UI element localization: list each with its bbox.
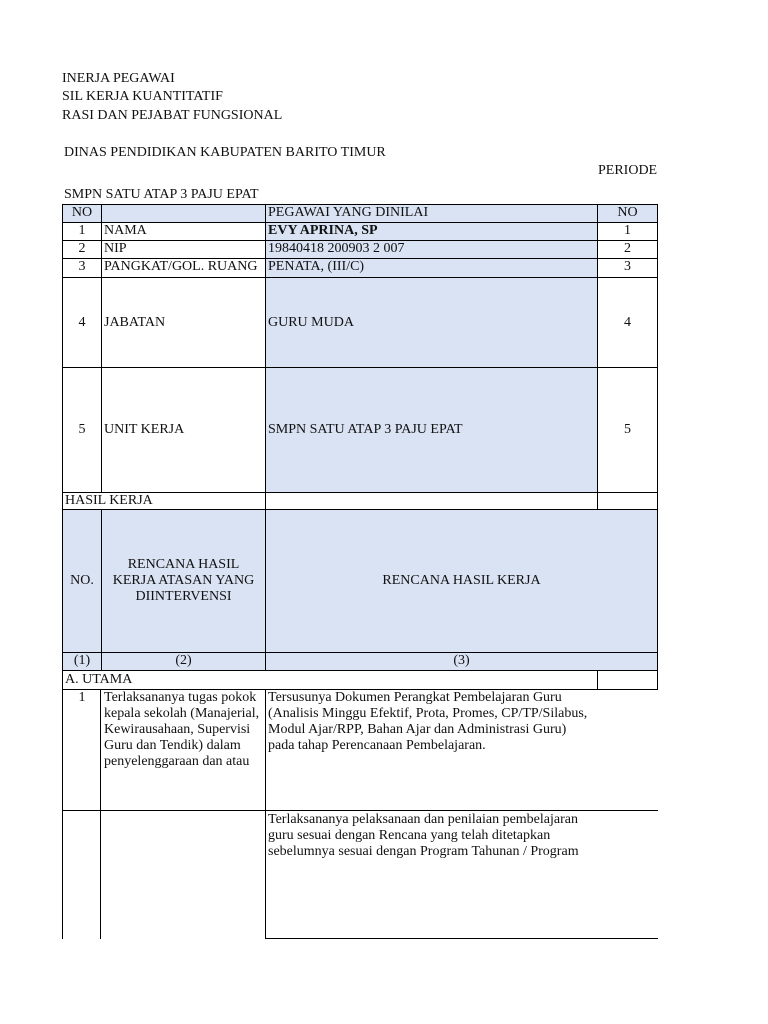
employee-unit: SMPN SATU ATAP 3 PAJU EPAT [265, 367, 598, 493]
identity-header-no-right: NO [597, 204, 658, 223]
agency-name: DINAS PENDIDIKAN KABUPATEN BARITO TIMUR [64, 145, 386, 160]
identity-row-no-right: 3 [597, 258, 658, 278]
hasil-kerja-num-3: (3) [265, 652, 658, 671]
utama-blank-right [597, 670, 658, 690]
identity-row-label: UNIT KERJA [101, 367, 266, 493]
identity-row-no-right: 4 [597, 277, 658, 368]
row-divider [265, 938, 658, 939]
identity-row-no: 5 [62, 367, 102, 493]
hasil-kerja-row-no: 1 [78, 690, 86, 705]
hasil-kerja-header-no: NO. [62, 509, 102, 653]
hasil-kerja-row-rencana: Tersusunya Dokumen Perangkat Pembelajaran Guru (Analisis Minggu Efektif, Prota, Promes, CP/TP/Silabus, Modul Ajar/RPP, Bahan Ajar dan Administrasi Guru) pada tahap Perencanaan Pembelajaran. [268, 690, 588, 753]
identity-row-no: 1 [62, 222, 102, 241]
row-divider [62, 690, 63, 939]
hasil-kerja-num-2: (2) [101, 652, 266, 671]
identity-header-no: NO [62, 204, 102, 223]
header-title-line-3: RASI DAN PEJABAT FUNGSIONAL [62, 108, 283, 123]
row-divider [100, 690, 101, 939]
employee-nip: 19840418 200903 2 007 [265, 240, 598, 259]
employee-position: GURU MUDA [265, 277, 598, 368]
identity-row-no: 2 [62, 240, 102, 259]
utama-label: A. UTAMA [62, 670, 598, 690]
school-name: SMPN SATU ATAP 3 PAJU EPAT [64, 187, 259, 202]
identity-row-label: PANGKAT/GOL. RUANG [101, 258, 266, 278]
header-title-line-2: SIL KERJA KUANTITATIF [62, 89, 223, 104]
identity-row-no-right: 2 [597, 240, 658, 259]
hasil-kerja-num-1: (1) [62, 652, 102, 671]
identity-row-label: JABATAN [101, 277, 266, 368]
identity-row-no: 4 [62, 277, 102, 368]
row-divider [265, 690, 266, 939]
identity-header-pegawai: PEGAWAI YANG DINILAI [265, 204, 598, 223]
hasil-kerja-header-atasan: RENCANA HASIL KERJA ATASAN YANG DIINTERVENSI [101, 509, 266, 653]
hasil-kerja-row-atasan: Terlaksananya tugas pokok kepala sekolah (Manajerial, Kewirausahaan, Supervisi Guru dan Tendik) dalam penyelenggaraan dan atau [104, 690, 260, 769]
periode-label: PERIODE [598, 163, 658, 178]
identity-row-no-right: 1 [597, 222, 658, 241]
identity-header-label [101, 204, 266, 223]
hasil-kerja-header-rencana: RENCANA HASIL KERJA [265, 509, 658, 653]
hasil-kerja-blank-mid [265, 492, 598, 510]
header-title-line-1: INERJA PEGAWAI [62, 71, 175, 86]
hasil-kerja-row-rencana: Terlaksananya pelaksanaan dan penilaian pembelajaran guru sesuai dengan Rencana yang telah ditetapkan sebelumnya sesuai dengan Program Tahunan / Program [268, 812, 579, 859]
hasil-kerja-label: HASIL KERJA [62, 492, 266, 510]
row-divider [62, 810, 658, 811]
hasil-kerja-blank-right [597, 492, 658, 510]
identity-row-label: NIP [101, 240, 266, 259]
identity-row-no-right: 5 [597, 367, 658, 493]
employee-name: EVY APRINA, SP [265, 222, 598, 241]
identity-row-no: 3 [62, 258, 102, 278]
employee-rank: PENATA, (III/C) [265, 258, 598, 278]
identity-row-label: NAMA [101, 222, 266, 241]
